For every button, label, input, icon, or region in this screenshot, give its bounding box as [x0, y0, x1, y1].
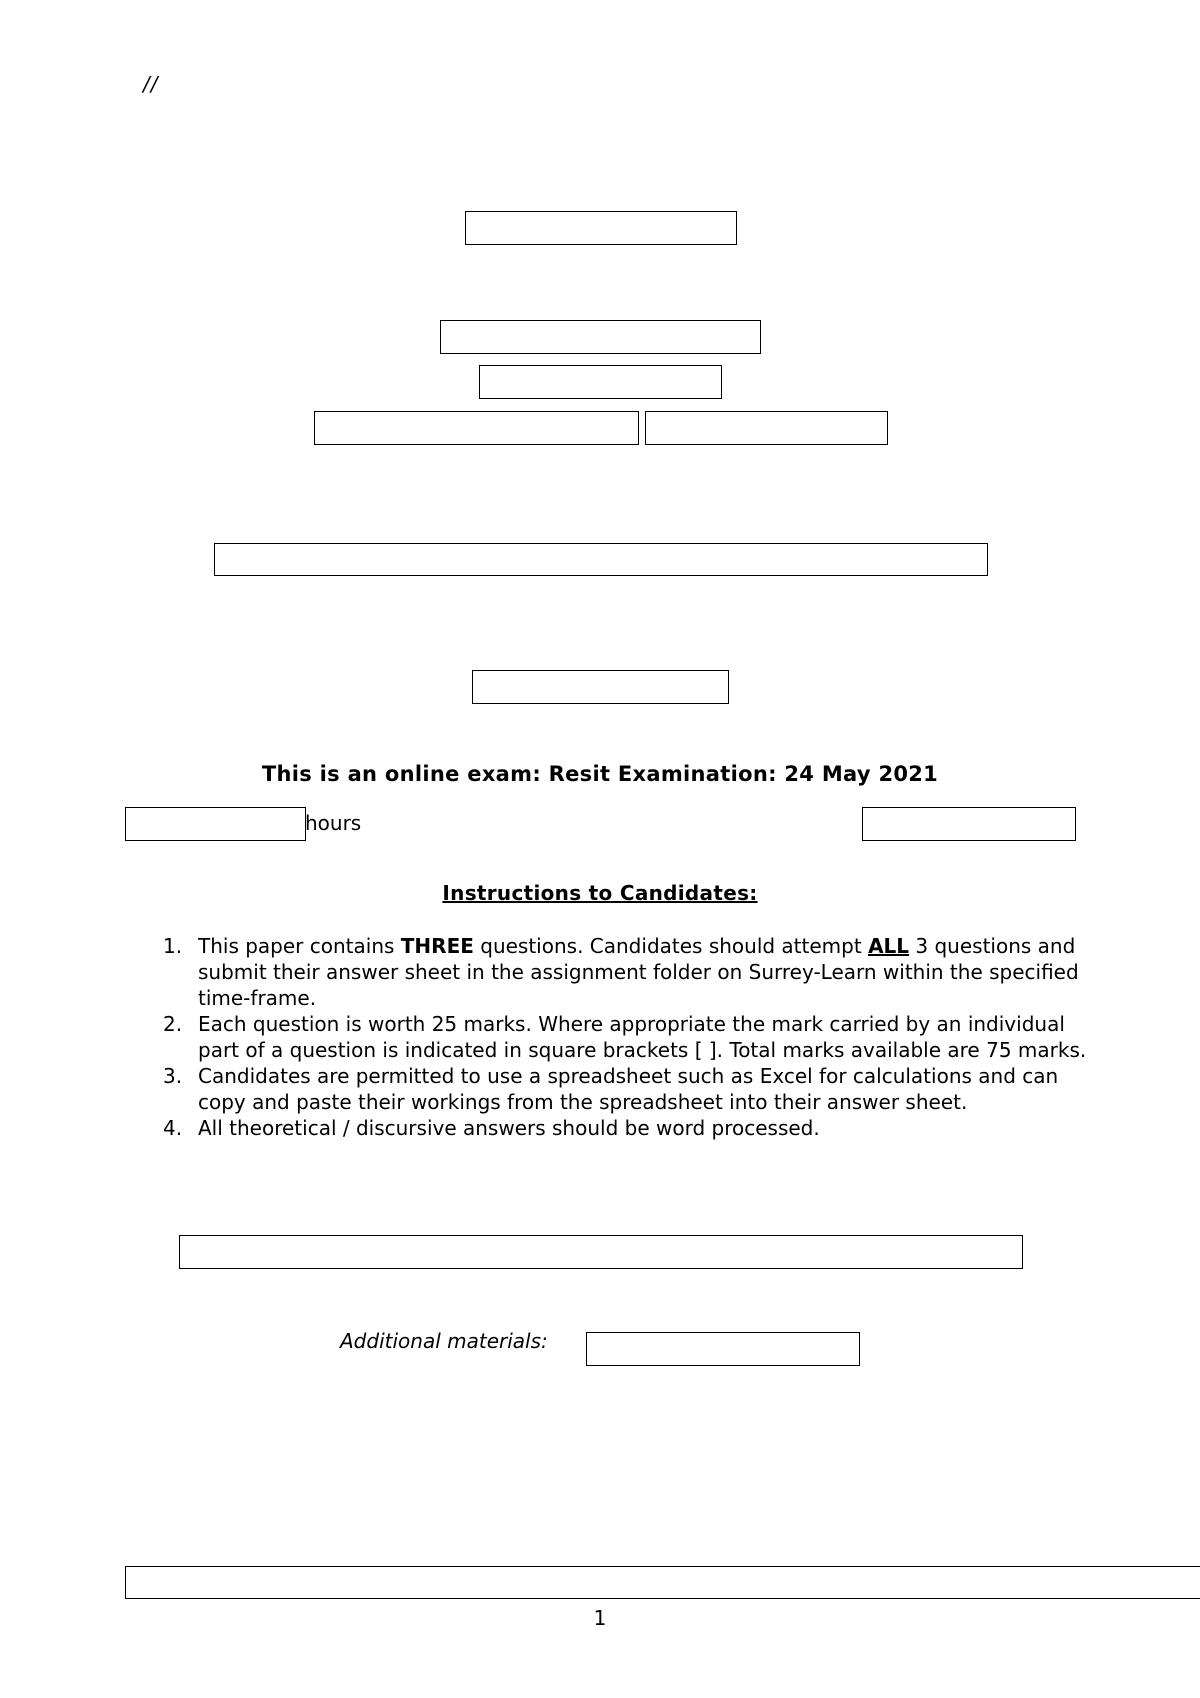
instruction-number: 2. — [163, 1012, 183, 1036]
page-number: 1 — [593, 1606, 607, 1630]
instruction-number: 1. — [163, 934, 183, 958]
instruction-number: 4. — [163, 1116, 183, 1140]
redacted-exam-time — [862, 807, 1076, 841]
redacted-module-title — [214, 543, 988, 576]
redacted-faculty — [440, 320, 761, 354]
additional-materials-label: Additional materials: — [340, 1329, 548, 1353]
instruction-text: All theoretical / discursive answers should be word processed. — [198, 1116, 820, 1140]
redacted-module-code — [472, 670, 729, 704]
instruction-item-2 — [160, 1011, 1090, 1063]
redacted-university-name — [465, 211, 737, 245]
duration-hours-label: hours — [305, 811, 362, 835]
header-mark: // — [143, 72, 159, 96]
redacted-exam-notes — [179, 1235, 1023, 1269]
instruction-number: 3. — [163, 1064, 183, 1088]
redacted-additional-materials — [586, 1332, 860, 1366]
instruction-item-3 — [160, 1063, 1090, 1115]
instructions-list — [160, 933, 1090, 1141]
emphasis-all: ALL — [868, 934, 910, 958]
redacted-programme — [314, 411, 639, 445]
instruction-text: Each question is worth 25 marks. Where appropriate the mark carried by an individual part of a question is indicated in square brackets [ ]. Total marks available are 75 marks. — [198, 1012, 1087, 1062]
instruction-item-1: 1. This paper contains THREE questions. Candidates should attempt ALL 3 questions and submit their answer sheet in the assignment folder on Surrey-Learn within the specified time-frame. — [163, 934, 1079, 1010]
emphasis-three: THREE — [400, 934, 474, 958]
redacted-school — [479, 365, 722, 399]
instructions-heading: Instructions to Candidates: — [442, 881, 758, 905]
instruction-text: Candidates are permitted to use a spreadsheet such as Excel for calculations and can copy and paste their workings from the spreadsheet into their answer sheet. — [198, 1064, 1059, 1114]
redacted-level — [645, 411, 888, 445]
exam-info-line: This is an online exam: Resit Examination: 24 May 2021 — [261, 762, 939, 786]
redacted-duration — [125, 807, 306, 841]
instruction-item-4 — [160, 1115, 1090, 1141]
redacted-footer — [125, 1566, 1200, 1599]
